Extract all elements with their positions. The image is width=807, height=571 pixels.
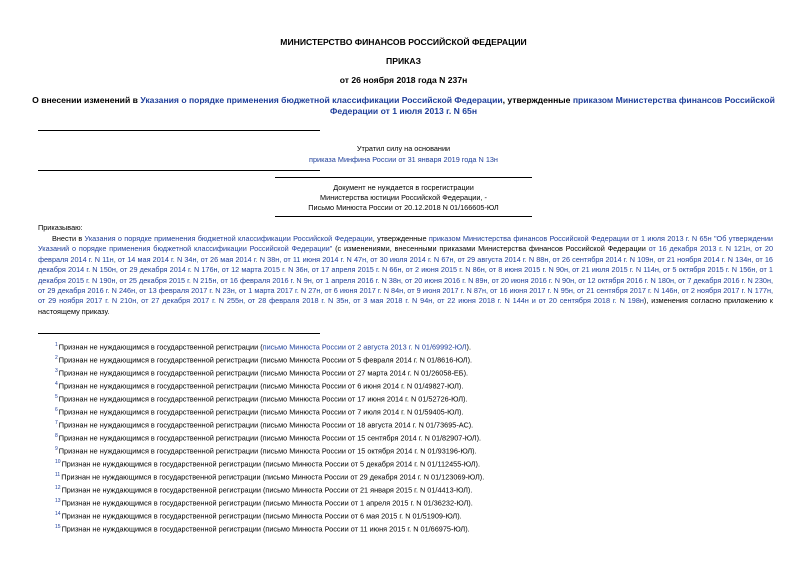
order-command: Приказываю: (38, 223, 83, 232)
lost-force-link[interactable]: приказа Минфина России от 31 января 2019 года N 13н (309, 155, 498, 164)
footnote-number: 9 (55, 446, 58, 452)
footnote-text: Признан не нуждающимся в государственной регистрации (письмо Минюста России от 5 декабря 2014 г. N 01/112455-ЮЛ). (61, 459, 480, 469)
footnote-item (55, 443, 775, 456)
order-text-intro: Внести в (52, 234, 85, 243)
registration-line-2: Министерства юстиции Российской Федерации, - (320, 193, 487, 202)
footnote-item (55, 456, 775, 469)
footnote-item (55, 482, 775, 495)
footnote-number: 3 (55, 368, 58, 374)
footnote-number: 7 (55, 420, 58, 426)
footnote-text: Признан не нуждающимся в государственной регистрации (письмо Минюста России от 27 марта 2014 г. N 01/26058-ЕБ). (58, 368, 469, 378)
doc-type: ПРИКАЗ (386, 56, 421, 66)
divider-top-left (38, 130, 320, 131)
order-link-order-65n[interactable]: приказом Министерства финансов Российской Федерации от 1 июля 2013 г. N 65н (428, 234, 712, 243)
footnote-divider (38, 333, 320, 334)
footnote-item (55, 508, 775, 521)
divider-registration-top (275, 177, 532, 178)
subject-link-order-65n[interactable]: приказом Министерства финансов Российской Федерации от 1 июля 2013 г. N 65н (329, 95, 775, 116)
order-text-mid: , утвержденные (372, 234, 429, 243)
order-link-instructions[interactable]: Указания о порядке применения бюджетной классификации Российской Федерации (84, 234, 373, 243)
footnote-link[interactable]: письмо Минюста России от 2 августа 2013 г. N 01/69992-ЮЛ (262, 342, 467, 352)
doc-date-number: от 26 ноября 2018 года N 237н (339, 75, 468, 85)
footnote-text: Признан не нуждающимся в государственной регистрации (письмо Минюста России от 29 декабря 2014 г. N 01/123069-ЮЛ). (61, 472, 485, 482)
footnote-number: 12 (55, 485, 61, 491)
footnote-text: Признан не нуждающимся в государственной регистрации (письмо Минюста России от 21 января 2015 г. N 01/4413-ЮЛ). (61, 485, 473, 495)
order-title-quote: "Об утверждении Указаний о порядке применения бюджетной классификации Российской Федерации" (38, 234, 773, 254)
order-amendments-links[interactable]: от 16 декабря 2013 г. N 121н, от 20 февраля 2014 г. N 11н, от 14 мая 2014 г. N 34н, от 26 мая 2014 г. N 38н, от 11 июня 2014 г. N 47н, от 30 июля 2014 г. N 67н, от 29 августа 2014 г. N 88н, от 26 сентября 2014 г. N 109н, от 21 ноября 2014 г. N 134н, от 16 декабря 2014 г. N 150н, от 29 декабря 2014 г. N 176н, от 12 марта 2015 г. N 36н, от 17 апреля 2015 г. N 66н, от 2 июня 2015 г. N 86н, от 8 июня 2015 г. N 90н, от 21 июля 2015 г. N 114н, от 5 октября 2015 г. N 156н, от 1 декабря 2015 г. N 190н, от 25 декабря 2015 г. N 215н, от 16 февраля 2016 г. N 9н, от 1 апреля 2016 г. N 38н, от 20 июня 2016 г. N 89н, от 20 июня 2016 г. N 90н, от 12 октября 2016 г. N 180н, от 7 декабря 2016 г. N 230н, от 29 декабря 2016 г. N 246н, от 13 февраля 2017 г. N 23н, от 1 марта 2017 г. N 27н, от 6 июня 2017 г. N 84н, от 9 июня 2017 г. N 87н, от 16 июня 2017 г. N 95н, от 21 сентября 2017 г. N 146н, от 2 ноября 2017 г. N 177н, от 29 ноября 2017 г. N 210н, от 27 декабря 2017 г. N 255н, от 28 февраля 2018 г. N 35н, от 3 мая 2018 г. N 94н, от 22 июня 2018 г. N 144н и от 20 сентября 2018 г. N 198н (38, 244, 773, 306)
footnote-text: Признан не нуждающимся в государственной регистрации (письмо Минюста России от 15 сентября 2014 г. N 01/82907-ЮЛ). (58, 433, 482, 443)
ministry-title: МИНИСТЕРСТВО ФИНАНСОВ РОССИЙСКОЙ ФЕДЕРАЦИИ (280, 37, 527, 47)
footnote-number: 2 (55, 355, 58, 361)
footnote-suffix: ). (466, 342, 471, 352)
footnote-number: 14 (55, 511, 61, 517)
footnote-number: 15 (55, 524, 61, 530)
order-paragraph (38, 234, 773, 317)
footnote-list (55, 339, 775, 534)
footnote-text: Признан не нуждающимся в государственной регистрации (письмо Минюста России от 18 августа 2014 г. N 01/73695-АС). (58, 420, 474, 430)
footnote-number: 1 (55, 342, 58, 348)
footnote-text: Признан не нуждающимся в государственной регистрации (письмо Минюста России от 7 июля 2014 г. N 01/59405-ЮЛ). (58, 407, 464, 417)
footnote-item (55, 365, 775, 378)
footnote-item (55, 339, 775, 352)
footnote-item (55, 495, 775, 508)
footnote-text: Признан не нуждающимся в государственной регистрации ( (58, 342, 263, 352)
doc-subject (30, 95, 777, 117)
footnote-text: Признан не нуждающимся в государственной регистрации (письмо Минюста России от 11 июня 2015 г. N 01/66975-ЮЛ). (61, 524, 470, 534)
footnote-text: Признан не нуждающимся в государственной регистрации (письмо Минюста России от 6 июня 2014 г. N 01/49827-ЮЛ). (58, 381, 464, 391)
footnote-item (55, 417, 775, 430)
footnote-item (55, 378, 775, 391)
order-text-end: ), изменения согласно приложению к настоящему приказу. (38, 296, 773, 316)
subject-text-2: , утвержденные (502, 95, 573, 105)
footnote-item (55, 391, 775, 404)
lost-force-label: Утратил силу на основании (356, 144, 451, 153)
footnote-text: Признан не нуждающимся в государственной регистрации (письмо Минюста России от 17 июня 2014 г. N 01/52726-ЮЛ). (58, 394, 468, 404)
footnote-number: 5 (55, 394, 58, 400)
footnote-number: 6 (55, 407, 58, 413)
footnote-item (55, 430, 775, 443)
divider-mid-left (38, 170, 320, 171)
lost-force-ref (0, 155, 807, 164)
footnote-text: Признан не нуждающимся в государственной регистрации (письмо Минюста России от 1 апреля 2015 г. N 01/36232-ЮЛ). (61, 498, 473, 508)
footnote-text: Признан не нуждающимся в государственной регистрации (письмо Минюста России от 5 февраля 2014 г. N 01/8616-ЮЛ). (58, 355, 473, 365)
footnote-item (55, 352, 775, 365)
subject-text-1: О внесении изменений в (32, 95, 141, 105)
footnote-item (55, 521, 775, 534)
footnote-number: 4 (55, 381, 58, 387)
registration-line-1: Документ не нуждается в госрегистрации (333, 183, 474, 192)
footnote-number: 11 (55, 472, 61, 478)
footnote-number: 8 (55, 433, 58, 439)
footnote-number: 13 (55, 498, 61, 504)
footnote-text: Признан не нуждающимся в государственной регистрации (письмо Минюста России от 6 мая 2015 г. N 01/51909-ЮЛ). (61, 511, 462, 521)
registration-line-3: Письмо Минюста России от 20.12.2018 N 01/166605-ЮЛ (308, 203, 499, 212)
footnote-number: 10 (55, 459, 61, 465)
footnote-item (55, 469, 775, 482)
order-text-changes: (с изменениями, внесенными приказами Министерства финансов Российской Федерации (332, 244, 649, 254)
footnote-item (55, 404, 775, 417)
footnote-text: Признан не нуждающимся в государственной регистрации (письмо Минюста России от 15 октября 2014 г. N 01/93196-ЮЛ). (58, 446, 477, 456)
divider-registration-bottom (275, 216, 532, 217)
subject-link-instructions[interactable]: Указания о порядке применения бюджетной классификации Российской Федерации (140, 95, 503, 105)
